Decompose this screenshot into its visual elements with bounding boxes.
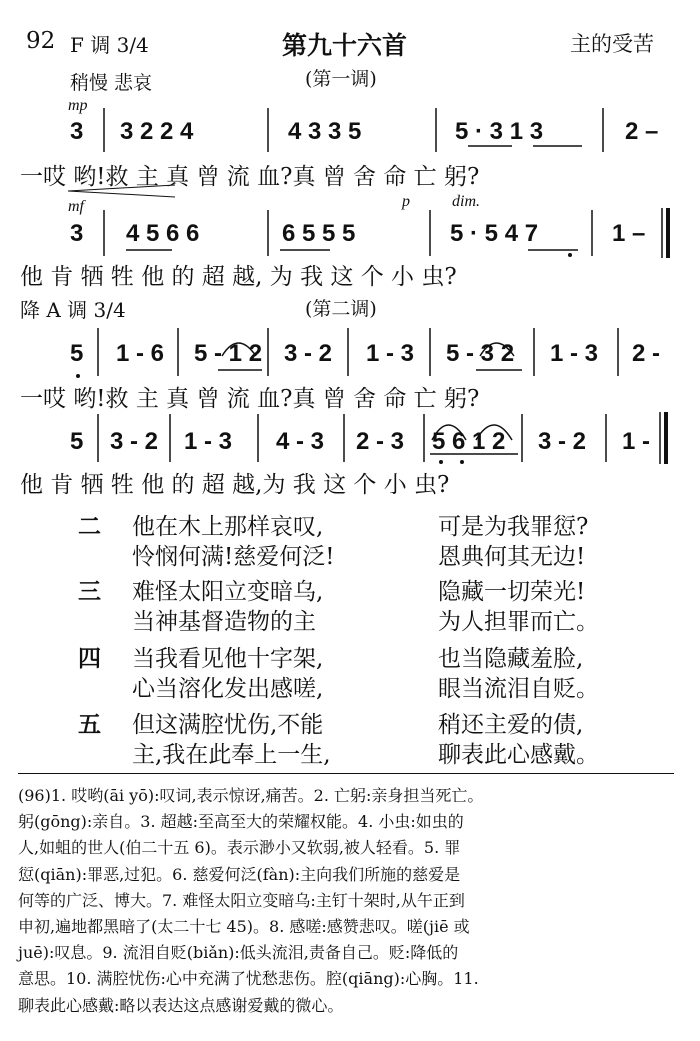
verse-number-3: 三 (78, 578, 101, 605)
footnote-line: 意思。10. 满腔忧伤:心中充满了忧愁悲伤。腔(qiāng):心胸。11. (18, 969, 479, 989)
note-group: 3 (70, 220, 84, 247)
footnote-line: 何等的广泛、博大。7. 难怪太阳立变暗乌:主钉十架时,从午正到 (18, 890, 465, 910)
verse-number-5: 五 (78, 711, 101, 738)
note-group: 1 - 6 (116, 340, 165, 367)
note-group: 2 - 3 (356, 428, 405, 455)
verse-line: 聊表此心感戴。 (438, 742, 599, 768)
verse-line: 当神基督造物的主 (132, 609, 316, 635)
verse-number-2: 二 (78, 513, 101, 540)
note-group: 5 · 5 4 7 (450, 220, 539, 247)
footnote-line: 躬(gōng):亲自。3. 超越:至高至大的荣耀权能。4. 小虫:如虫的 (18, 812, 464, 832)
verse-line: 难怪太阳立变暗乌, (132, 579, 324, 605)
verse-line: 稍还主爱的债, (438, 712, 584, 738)
note-group: 3 (70, 118, 84, 145)
key-signature: F 调 3/4 (70, 33, 149, 57)
key-signature-2: 降 A 调 3/4 (20, 298, 126, 322)
note-group: 2 - (632, 340, 661, 367)
dynamic-mf: mf (68, 198, 84, 215)
tune-label-1: (第一调) (305, 68, 377, 90)
footnote-line: (96)1. 哎哟(āi yō):叹词,表示惊讶,痛苦。2. 亡躬:亲身担当死亡。 (18, 786, 484, 805)
note-group: 5 (70, 428, 84, 455)
page-title: 第九十六首 (282, 31, 408, 60)
verse-line: 恩典何其无边! (438, 544, 586, 570)
note-group: 4 - 3 (276, 428, 325, 455)
footnote-line: 愆(qiān):罪恶,过犯。6. 慈爱何泛(fàn):主向我们所施的慈爱是 (18, 864, 461, 884)
staff-lines-tune2-line1 (0, 318, 700, 388)
footnote-line: 人,如蛆的世人(伯二十五 6)。表示渺小又软弱,被人轻看。5. 罪 (18, 838, 461, 858)
staff-lines-tune1-line1 (0, 100, 700, 160)
note-group: 5 (70, 340, 84, 367)
verse-line: 怜悯何满!慈爱何泛! (132, 544, 335, 570)
verse-line: 当我看见他十字架, (132, 646, 324, 672)
lyric-tune1-line1: 一哎 哟!救 主 真 曾 流 血?真 曾 舍 命 亡 躬? (20, 164, 480, 190)
note-group: 3 - 2 (284, 340, 333, 367)
note-group: 1 - 3 (550, 340, 599, 367)
dynamic-mp: mp (68, 97, 88, 114)
footnote-line: juē):叹息。9. 流泪自贬(biǎn):低头流泪,责备自己。贬:降低的 (18, 943, 459, 963)
lyric-tune2-line2: 他 肯 牺 牲 他 的 超 越,为 我 这 个 小 虫? (20, 472, 450, 498)
notes-divider (18, 773, 674, 774)
verse-line: 也当隐藏羞脸, (438, 646, 584, 672)
note-group: 1 - 3 (184, 428, 233, 455)
tempo-marking: 稍慢 悲哀 (70, 72, 153, 94)
hymn-number: 92 (26, 28, 56, 54)
tune-label-2: (第二调) (305, 298, 377, 320)
lyric-tune1-line2: 他 肯 牺 牲 他 的 超 越, 为 我 这 个 小 虫? (20, 264, 457, 290)
verse-line: 眼当流泪自贬。 (438, 676, 599, 702)
verse-line: 心当溶化发出感嗟, (132, 676, 324, 702)
note-group: 3 2 2 4 (120, 118, 194, 145)
note-group: 2 – (625, 118, 659, 145)
staff-lines-tune1-line2 (0, 204, 700, 264)
staff-lines-tune2-line2 (0, 404, 700, 474)
note-group: 1 - 3 (366, 340, 415, 367)
footnote-line: 申初,遍地都黑暗了(太二十七 45)。8. 感嗟:感赞悲叹。嗟(jiē 或 (18, 917, 470, 937)
verse-line: 为人担罪而亡。 (438, 609, 599, 635)
verse-line: 隐藏一切荣光! (438, 579, 586, 605)
note-group: 1 – (612, 220, 646, 247)
note-group: 4 3 3 5 (288, 118, 362, 145)
verse-number-4: 四 (78, 645, 101, 672)
note-group: 3 - 2 (538, 428, 587, 455)
lyric-tune2-line1: 一哎 哟!救 主 真 曾 流 血?真 曾 舍 命 亡 躬? (20, 386, 480, 412)
dynamic-p: p (402, 193, 410, 210)
note-group: 1 - (622, 428, 651, 455)
verse-line: 他在木上那样哀叹, (132, 514, 324, 540)
verse-line: 主,我在此奉上一生, (132, 742, 331, 768)
note-group: 4 5 6 6 (126, 220, 200, 247)
footnote-line: 聊表此心感戴:略以表达这点感谢爱戴的微心。 (18, 995, 344, 1015)
note-group: 5 - 1 2 (194, 340, 263, 367)
note-group: 5 - 3 2 (446, 340, 515, 367)
note-group: 3 - 2 (110, 428, 159, 455)
hymn-category: 主的受苦 (570, 32, 654, 56)
verse-line: 可是为我罪愆? (438, 514, 589, 540)
note-group: 5 · 3 1 3 (455, 118, 544, 145)
note-group: 5 6 1 2 (432, 428, 506, 455)
footnotes (18, 783, 680, 1019)
note-group: 6 5 5 5 (282, 220, 356, 247)
verse-line: 但这满腔忧伤,不能 (132, 712, 324, 738)
dynamic-dim: dim. (452, 193, 480, 210)
